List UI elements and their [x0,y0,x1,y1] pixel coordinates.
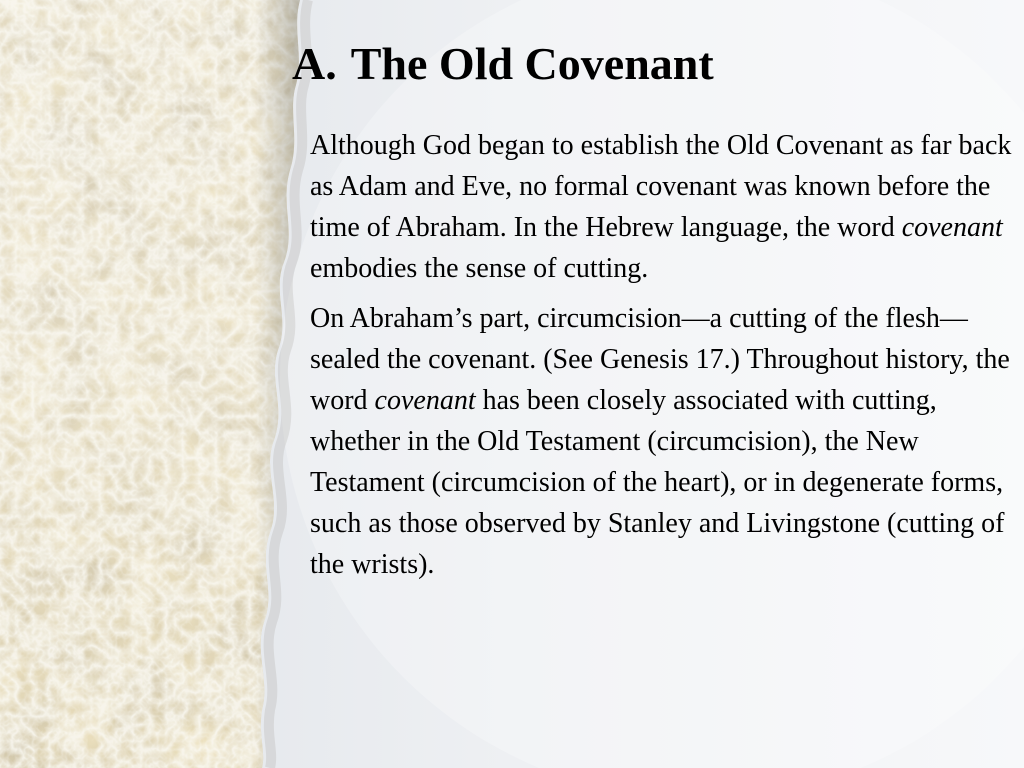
paragraph2-text-end: has been closely associated with cutting, whether in the Old Testament (circumcision), the New Testament (circumcision of the heart), or in degenerate forms, such as those observed by Stanley and Livingstone (cutting of the wrists). [310,385,1005,580]
paragraph1-text-end: embodies the sense of cutting. [310,253,649,284]
paragraph2-text-start: On Abraham’s part, circumcision—a cutting of the flesh—sealed the covenant. (See Genesis 17.) Throughout history, the word [310,303,1010,416]
paragraph1-emphasis-covenant: covenant [901,212,1003,243]
paragraph1-text-start: Although God began to establish the Old Covenant as far back as Adam and Eve, no formal covenant was known before the time of Abraham. In the Hebrew language, the word [310,130,1012,243]
slide-body [310,125,1015,594]
paragraph-covenant-origin [310,125,1015,289]
slide-title [292,36,714,91]
paragraph-circumcision [310,298,1015,585]
title-text: The Old Covenant [350,38,714,89]
paragraph2-emphasis-covenant: covenant [374,385,476,416]
title-number: A. [292,38,337,89]
